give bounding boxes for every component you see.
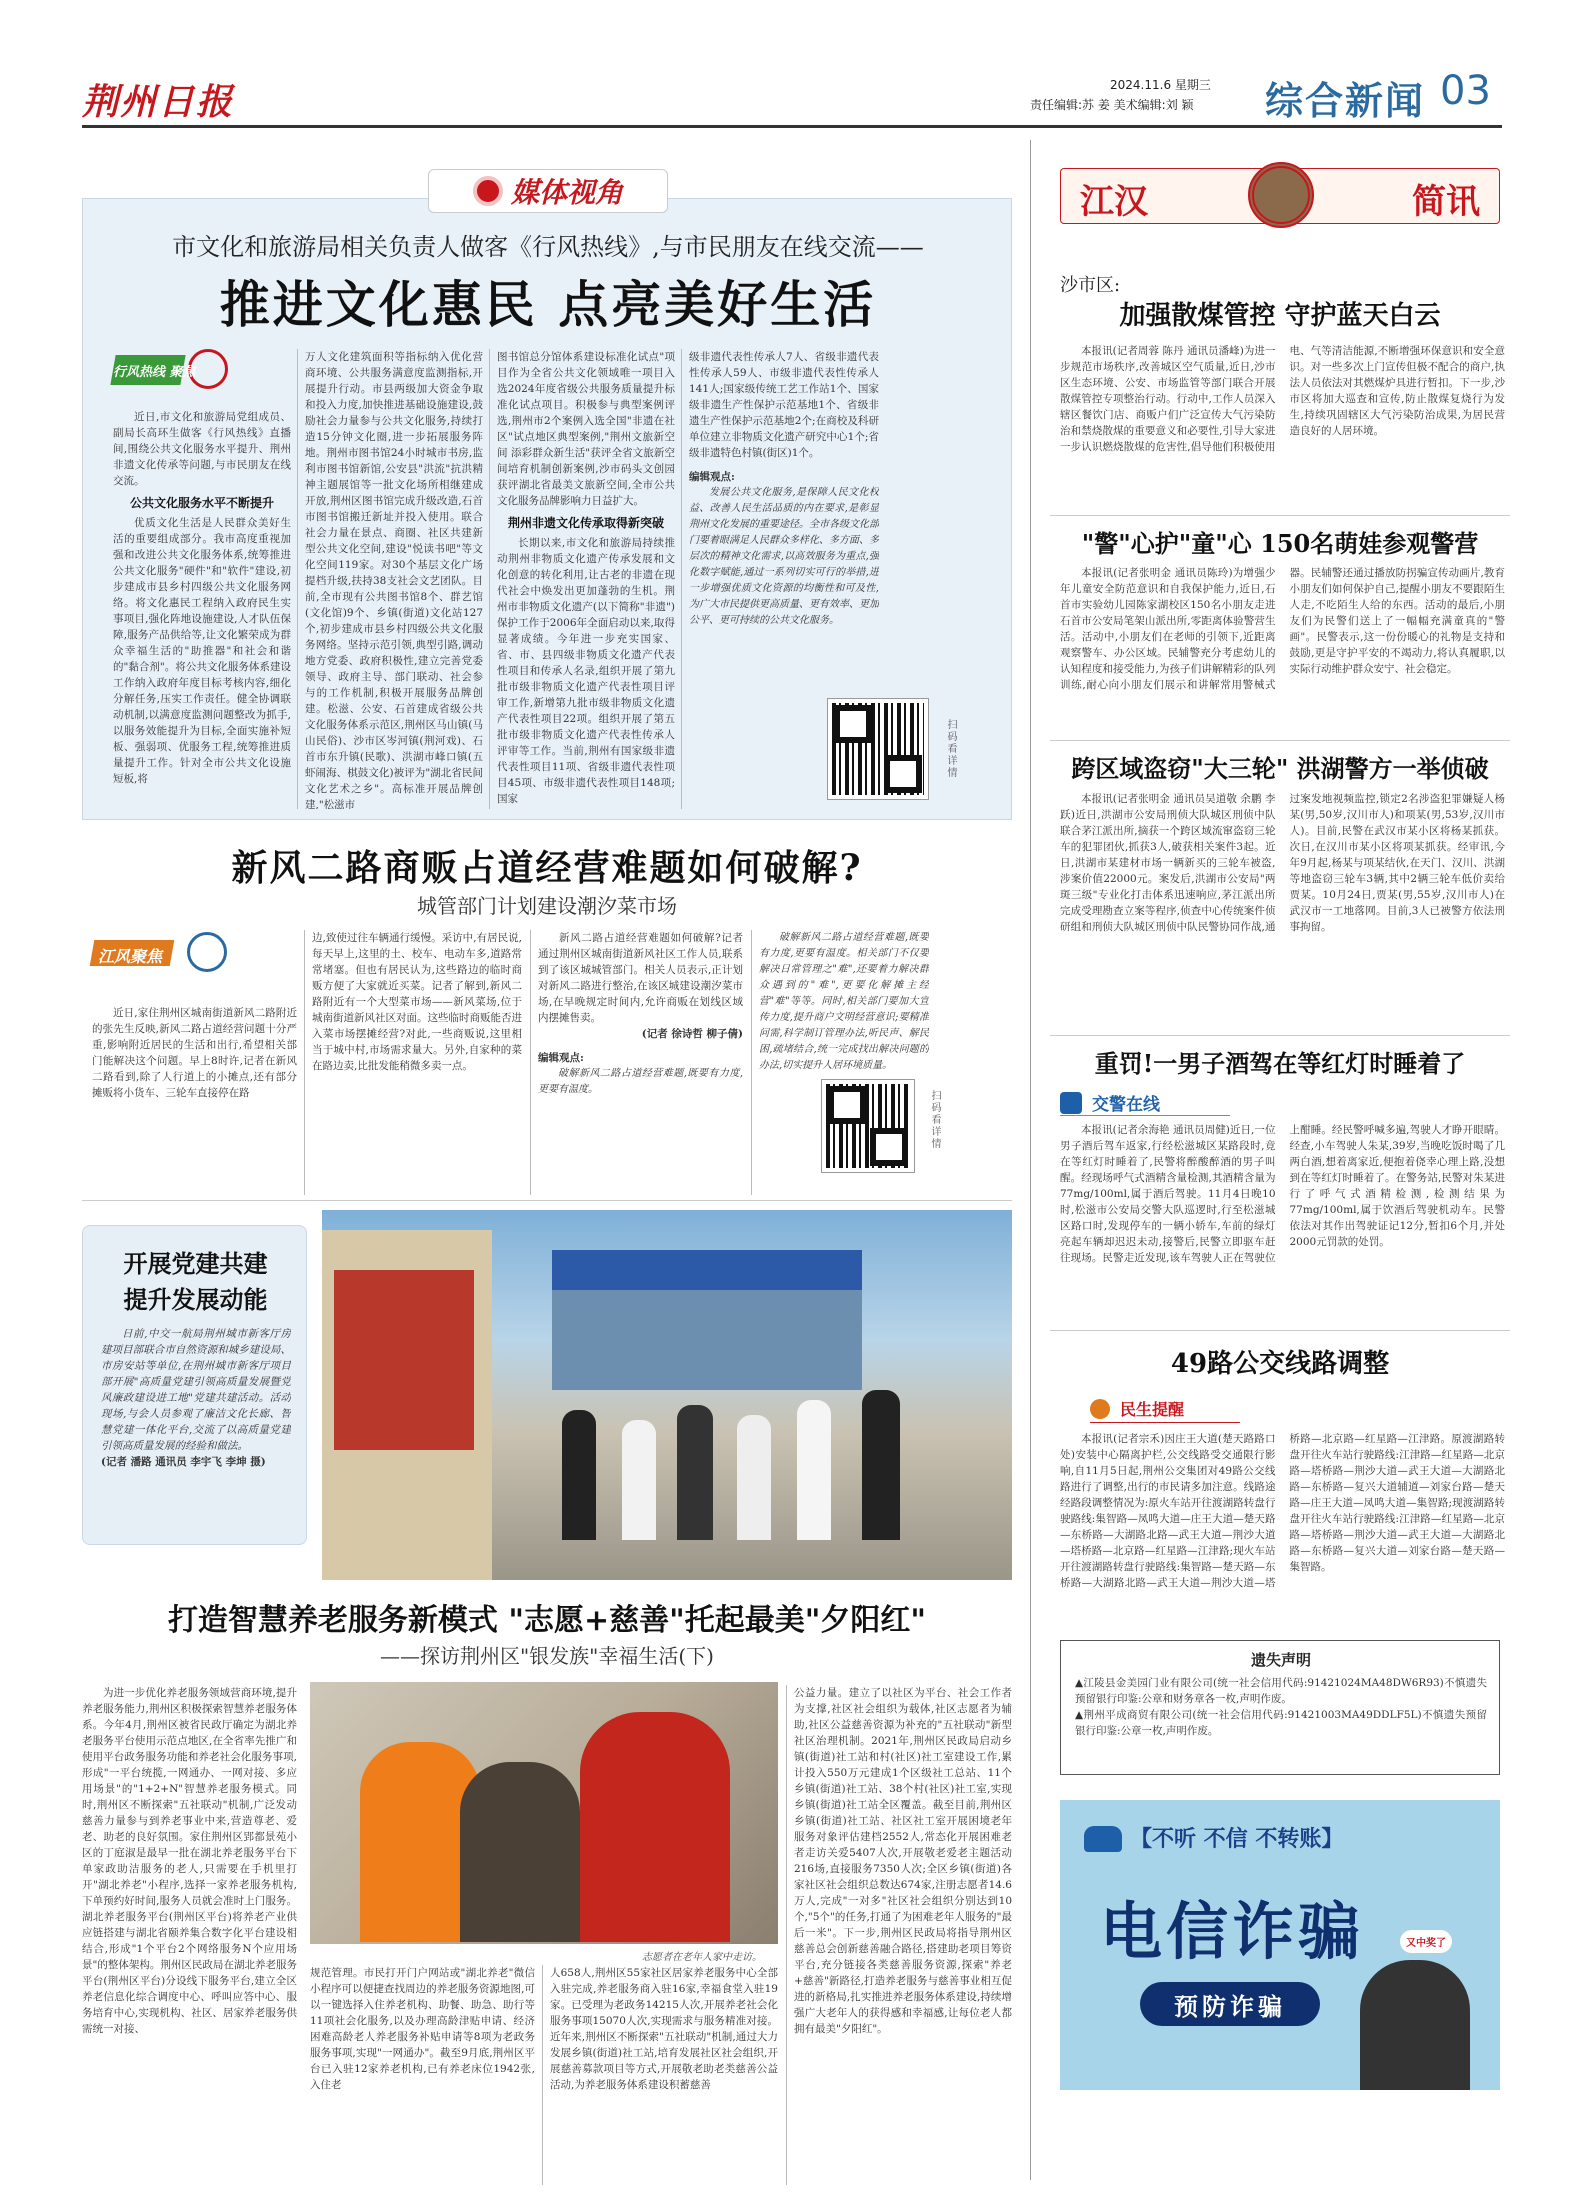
- editors-credit: 责任编辑:苏 姜 美术编辑:刘 颖: [1030, 98, 1194, 112]
- hawker-byline: (记者 徐诗哲 柳子倩): [641, 1028, 743, 1040]
- party-byline: (记者 潘路 通讯员 李宇飞 李坤 摄): [101, 1456, 266, 1468]
- party-photo: [322, 1210, 1012, 1580]
- hawker-story: [82, 830, 1012, 1200]
- elderly-photo-caption: 志愿者在老年人家中走访。: [642, 1952, 762, 1963]
- elderly-subhead: ——探访荆州区"银发族"幸福生活(下): [379, 1644, 714, 1668]
- lost-notice-line-2: ▲荆州平成商贸有限公司(统一社会信用代码:91421003MA49DDLF5L)不慎遗失预留银行印鉴:公章一枚,声明作废。: [1075, 1709, 1487, 1737]
- feature-col3-body2: 长期以来,市文化和旅游局持续推动荆州非物质文化遗产传承发展和文化创意的转化利用,让古老的非遗在现代社会中焕发出更加蓬勃的生机。荆州市非物质文化遗产(以下简称"非遗")保护工作于2006年全面启动以来,取得显著成绩。今年进一步充实国家、省、市、县四级非物质文化遗产代表性项目和传承人名录,组织开展了第九批市级非物质文化遗产代表性项目评审工作,新增第九批市级非物质文化遗产代表性项目22项。组织开展了第五批市级非物质文化遗产代表性传承人评审等工作。当前,荆州有国家级非遗代表性项目11项、省级非遗代表性项目45项、市级非遗代表性项目148项;国家: [497, 537, 675, 805]
- elderly-headline: 打造智慧养老服务新模式 "志愿+慈善"托起最美"夕阳红": [167, 1603, 927, 1638]
- issue-date: 2024.11.6 星期三: [1110, 78, 1211, 92]
- brief-5-tag-label: 民生提醒: [1120, 1400, 1185, 1419]
- feature-subhead-1: 公共文化服务水平不断提升: [129, 496, 274, 510]
- lost-notice-line-1: ▲江陵县金美园门业有限公司(统一社会信用代码:91421024MA48DW6R93)不慎遗失预留银行印鉴:公章和财务章各一枚,声明作废。: [1075, 1677, 1487, 1705]
- hawker-note-a: 破解新风二路占道经营难题,既要有力度,更要有温度。: [538, 1068, 743, 1095]
- feature-col2-body: 万人文化建筑面积等指标纳入优化营商环境、公共服务满意度监测指标,开展提升行动。市县两级加大资金争取和投入力度,加快推进基础设施建设,鼓励社会力量参与公共文化服务,持续打造15分钟文化圈,进一步拓展服务阵地。荆州市图书馆24小时城市书房,监利市图书馆新馆,公安县"洪流"抗洪精神主题展馆等一批文化场所相继建成开放,荆州区图书馆完成升级改造,石首市图书馆搬迁新址并投入使用。联合社会力量在景点、商圈、社区共建新型公共文化空间,建设"悦读书吧"等文化空间119家。对30个基层文化广场提档升级,扶持38支社会文艺团队。目前,全市现有公共图书馆8个、群艺馆(文化馆)9个、乡镇(街道)文化站127个,初步建成市县乡村四级公共文化服务网络。坚持示范引领,典型引路,调动地方党委、政府积极性,建立完善党委领导、政府主导、部门联动、社会参与的工作机制,积极开展服务品牌创建。松滋、公安、石首建成省级公共文化服务体系示范区,荆州区马山镇(马山民俗)、沙市区岑河镇(荆河戏)、石首市东升镇(民歌)、洪湖市峰口镇(五虾闹海、棋鼓文化)被评为"湖北省民间文化艺术之乡"。高标准开展品牌创建,"松滋市: [305, 351, 483, 809]
- feature-scan-label: 扫码看详情: [945, 719, 956, 779]
- lost-notice: [1060, 1640, 1500, 1775]
- elderly-col1-text: 为进一步优化养老服务领域营商环境,提升养老服务能力,荆州区积极探索智慧养老服务体系。今年4月,荆州区被省民政厅确定为湖北养老服务平台使用示范点地区,在全省率先推广和使用平台政务服务功能和养老社会化服务事项,形成"一平台统揽,一网通办、一网对接、多应用场景"的"1+2+N"智慧养老服务模式。同时,荆州区不断探索"五社联动"机制,广泛发动慈善力量参与到养老事业中来,营造尊老、爱老、助老的良好氛围。家住荆州区郢都景苑小区的丁庭淑是最早一批在湖北养老服务平台下单家政助洁服务的老人,只需要在手机里打开"湖北养老"小程序,选择一家养老服务机构,下单预约好时间,服务人员就会准时上门服务。湖北养老服务平台(荆州区平台)将养老产业供应链搭建与湖北省颐养集合数字化平台建设相结合,形成"1个平台2个网络服务N个应用场景"的整体架构。荆州区民政局在湖北养老服务平台(荆州区平台)分设线下服务平台,建立全区养老信息化综合调度中心、呼叫应答中心、服务培育中心,实现机构、社区、居家养老服务供需统一对接、: [82, 1687, 297, 2035]
- elderly-col-4: [794, 1685, 1012, 2185]
- feature-intro: 近日,市文化和旅游局党组成员、副局长高环生做客《行风热线》直播间,围绕公共文化服务水平提升、荆州非遗文化传承等问题,与市民朋友在线交流。: [113, 411, 291, 487]
- brief-4: [1050, 1040, 1510, 1330]
- feature-subhead-2: 荆州非遗文化传承取得新突破: [507, 516, 664, 530]
- hawker-tag: [92, 930, 242, 980]
- section-title: 综合新闻: [1265, 78, 1426, 123]
- brief-2-text: 本报讯(记者张明金 通讯员陈玲)为增强少年儿童安全防范意识和自我保护能力,近日,石首市实验幼儿园陈家湖校区150名小朋友走进石首市公安局笔架山派出所,零距离体验警营生活。活动中,小朋友们在老师的引领下,近距离观察警车、办公区域。民辅警充分考虑幼儿的认知程度和接受能力,为孩子们讲解精彩的队列训练,耐心向小朋友们展示和讲解常用警械式器。民辅警还通过播放防拐骗宣传动画片,教育小朋友们如何保护自己,提醒小朋友不要跟陌生人走,不吃陌生人给的东西。活动的最后,小朋友们为民警们送上了一幅幅充满童真的"警画"。民警表示,这一份份暖心的礼物是支持和鼓励,更是守护平安的不竭动力,将认真履职,以实际行动维护群众安宁、社会稳定。: [1060, 567, 1505, 691]
- brief-4-headline: 重罚!一男子酒驾在等红灯时睡着了: [1094, 1049, 1466, 1078]
- feature-qr-code[interactable]: [828, 699, 928, 799]
- hawker-col3-text: 新风二路占道经营难题如何破解?记者通过荆州区城南街道新风社区工作人员,联系到了该区城城管部门。相关人员表示,正计划对新风二路进行整治,在该区城建设潮汐菜市场,在早晚规定时间内,允许商贩在划线区域内摆摊售卖。: [538, 932, 743, 1024]
- feature-note-title: 编辑观点:: [689, 471, 735, 483]
- banner-right: 简讯: [1412, 182, 1480, 222]
- brief-3-body: [1060, 791, 1505, 1031]
- party-body: [101, 1326, 291, 1536]
- divider-1: [82, 1200, 1012, 1201]
- brief-5-headline: 49路公交线路调整: [1170, 1349, 1390, 1379]
- page-column-divider: [1030, 140, 1031, 2180]
- hawker-col-4: [759, 930, 929, 1070]
- ad-speech-bubble: 又中奖了: [1400, 1930, 1452, 1953]
- ad-bottom-text: 预防诈骗: [1140, 1982, 1320, 2026]
- right-banner: [1050, 160, 1510, 236]
- feature-banner: [428, 169, 668, 213]
- brief-4-tag: [1060, 1090, 1230, 1116]
- feature-kicker: 市文化和旅游局相关负责人做客《行风热线》,与市民朋友在线交流——: [172, 233, 924, 261]
- elderly-col3-text: 人658人,荆州区55家社区居家养老服务中心全部入驻完成,养老服务商入驻16家,幸福食堂入驻19家。已受理为老政务14215人次,开展养老社会化服务事项15070人次,实现需求与服务精准对接。近年来,荆州区不断探索"五社联动"机制,通过大力发展乡镇(街道)社工站,培育发展社区社会组织,开展慈善募款项目等方式,开展敬老助老类慈善公益活动,为养老服务体系建设积蓄慈善: [550, 1967, 778, 2091]
- camera-icon: [473, 176, 503, 206]
- brief-5-body: [1060, 1431, 1505, 1616]
- anti-fraud-ad: [1060, 1800, 1500, 2090]
- ad-top-text: 【不听 不信 不转账】: [1130, 1826, 1344, 1852]
- masthead-rule: [82, 125, 1502, 128]
- brief-2: [1050, 520, 1510, 735]
- newspaper-logo: 荆州日报: [82, 81, 235, 123]
- elderly-col2-text: 规范管理。市民打开门户网站或"湖北养老"微信小程序可以便捷查找周边的养老服务资源地图,可以一键选择入住养老机构、助餐、助急、助行等11项社会化服务,以及办理高龄津贴申请、经济困难高龄老人养老服务补贴申请等8项为老政务服务事项,实现"一网通办"。截至9月底,荆州区平台已入驻12家养老机构,已有养老床位1942张,入住老: [310, 1967, 535, 2091]
- hawker-col2-text: 边,致使过往车辆通行缓慢。采访中,有居民说,每天早上,这里的土、校车、电动车多,道路常常堵塞。但也有居民认为,这些路边的临时商贩方便了大家就近买菜。记者了解到,新风二路附近有一个大型菜市场——新风菜场,位于城南街道新风社区对面。这些临时商贩能否进入菜市场摆摊经营?对此,一些商贩说,这里相当于城中村,市场需求量大。另外,自家种的菜在路边卖,比批发能稍微多卖一点。: [312, 932, 522, 1072]
- party-headline-1: 开展党建共建: [123, 1249, 268, 1278]
- megaphone-icon: [1090, 1399, 1110, 1419]
- elderly-story: [82, 1590, 1012, 2190]
- elderly-col4-text: 公益力量。建立了以社区为平台、社会工作者为支撑,社区社会组织为载体,社区志愿者为辅助,社区公益慈善资源为补充的"五社联动"新型社区治理机制。2021年,荆州区民政局启动乡镇(街道)社工站和村(社区)社工室建设工作,累计投入550万元建成1个区级社工总站、11个乡镇(街道)社工站、38个村(社区)社工室,实现乡镇(街道)社工站全区覆盖。截至目前,荆州区乡镇(街道)社工站、社区社工室开展困境老年服务对象评估建档2552人,常态化开展困难老者走访关爱5407人次,开展敬老爱老主题活动216场,直接服务7350人次;全区乡镇(街道)各家社区社会组织总数达674家,注册志愿者14.6万人,完成"一对多"社区社会组织分别达到10个,"5个"的任务,打通了为困难老年人服务的"最后一米"。下一步,荆州区民政局将指导荆州区慈善总会创新慈善融合路径,搭建助老项目筹资平台,充分链接各类慈善服务资源,探索"养老+慈善"新路径,打造养老服务与慈善事业相互促进的新格局,扎实推进养老服务体系建设,持续增强广大老年人的获得感和幸福感,让每位老人都拥有最美"夕阳红"。: [794, 1687, 1012, 2035]
- feature-col-1: [113, 409, 291, 809]
- brief-1-headline: 加强散煤管控 守护蓝天白云: [1119, 301, 1441, 331]
- brief-2-body: [1060, 565, 1505, 735]
- right-banner-label: [1080, 174, 1480, 223]
- brief-1-text: 本报讯(记者周蓉 陈丹 通讯员潘峰)为进一步规范市场秩序,改善城区空气质量,近日,沙市区生态环境、公安、市场监管等部门联合开展散煤管控专项整治行动。行动中,工作人员深入辖区餐饮门店、商贩户们广泛宣传大气污染防治和禁烧散煤的重要意义和必要性,引导大家进一步认识燃烧散煤的危害性,倡导他们积极使用电、气等清洁能源,不断增强环保意识和安全意识。对一些多次上门宣传但极不配合的商户,执法人员依法对其燃煤炉具进行暂扣。下一步,沙市区将加大巡查和宣传,防止散煤复烧行为发生,持续巩固辖区大气污染防治成果,为居民营造良好的人居环境。: [1060, 345, 1505, 453]
- brief-1-kicker: 沙市区:: [1060, 275, 1121, 296]
- phone-icon: [1084, 1826, 1122, 1852]
- feature-headline: 推进文化惠民 点亮美好生活: [219, 275, 877, 334]
- hawker-tag-label: 江风聚焦: [98, 947, 163, 966]
- feature-banner-label: 媒体视角: [510, 176, 623, 209]
- scammer-figure-icon: [1360, 1960, 1470, 2090]
- hawker-note-body: 破解新风二路占道经营难题,既要有力度,更要有温度。相关部门不仅要解决日常管理之"难",还要着力解决群众遇到的"难",更要化解摊主经营"难"等等。同时,相关部门要加大宣传力度,提升商户文明经营意识;要精准问需,科学制订管理办法,听民声、解民困,疏堵结合,统一完成找出解决问题的办法,切实提升人居环境质量。: [759, 932, 929, 1070]
- elderly-col-2: [310, 1965, 535, 2185]
- brief-4-body: [1060, 1122, 1505, 1327]
- hawker-col-2: [312, 930, 522, 1195]
- brief-4-tag-label: 交警在线: [1092, 1095, 1160, 1115]
- brief-2-headline: "警"心护"童"心 150名萌娃参观警营: [1081, 529, 1479, 558]
- brief-5-text: 本报讯(记者宗禾)因庄王大道(楚天路路口处)安装中心隔离护栏,公交线路受交通限行影响,自11月5日起,荆州公交集团对49路公交线路进行了调整,出行的市民请多加注意。线路途经路段调整情况为:原火车站开往渡湖路转盘行驶路线:集智路—凤鸣大道—庄王大道—楚天路—东桥路—大湖路北路—武王大道—荆沙大道—塔桥路—北京路—红星路—江津路;现火车站开往渡湖路转盘行驶路线:集智路—楚天路—东桥路—大湖路北路—武王大道—荆沙大道—塔桥路—北京路—红星路—江津路。原渡湖路转盘开往火车站行驶路线:江津路—红星路—北京路—塔桥路—荆沙大道—武王大道—大湖路北路—东桥路—复兴大道辅道—刘家台路—楚天路—庄王大道—凤鸣大道—集智路;现渡湖路转盘开往火车站行驶路线:江津路—红星路—北京路—塔桥路—荆沙大道—武王大道—大湖路北路—东桥路—复兴大道—刘家台路—楚天路—集智路。: [1060, 1433, 1505, 1589]
- banner-left: 江汉: [1080, 182, 1148, 222]
- lost-notice-title: 遗失声明: [1250, 1651, 1311, 1669]
- feature-col1-body: 优质文化生活是人民群众美好生活的重要组成部分。我市高度重视加强和改进公共文化服务体系,统筹推进公共文化服务"硬件"和"软件"建设,初步建成市县乡村四级公共文化服务网络。将文化惠民工程纳入政府民生实事项目,强化阵地设施建设,人才队伍保障,服务产品供给等,让文化繁荣成为群众幸福生活的"助推器"和社会和谐的"黏合剂"。将公共文化服务体系建设工作纳入政府年度目标考核内容,细化分解任务,压实工作责任。健全协调联动机制,以满意度监测问题整改为抓手,以服务效能提升为目标,全面实施补短板、强弱项、优服务工程,统筹推进质量提升工作。针对全市公共文化设施短板,将: [113, 517, 291, 785]
- traffic-police-icon: [1060, 1092, 1082, 1114]
- hawker-headline: 新风二路商贩占道经营难题如何破解?: [231, 847, 863, 889]
- feature-tag-label: 行风热线 聚焦: [113, 365, 196, 380]
- hawker-scan-label: 扫码看详情: [929, 1090, 940, 1150]
- masthead: [0, 0, 1583, 130]
- brief-5-tag: [1090, 1395, 1240, 1423]
- brief-3: [1050, 745, 1510, 1035]
- brief-4-text: 本报讯(记者余海艳 通讯员周健)近日,一位男子酒后驾车返家,行经松滋城区某路段时,竟在等红灯时睡着了,民警将醉酸醉酒的男子叫醒。经现场呼气式酒精含量检测,其酒精含量为77mg/100ml,属于酒后驾驶。11月4日晚10时,松滋市公安局交警大队巡逻时,行至松滋城区路口时,发现停车的一辆小轿车,车前的绿灯亮起车辆却迟迟未动,接警后,民警立即驱车赶往现场。民警走近发现,该车驾驶人正在驾驶位上酣睡。经民警呼喊多遍,驾驶人才睁开眼睛。经查,小车驾驶人朱某,39岁,当晚吃饭时喝了几两白酒,想着离家近,便抱着侥幸心理上路,没想到在等红灯时睡着了。在警务站,民警对朱某进行了呼气式酒精检测,检测结果为77mg/100ml,属于饮酒后驾驶机动车。民警依法对其作出驾驶证记12分,暂扣6个月,并处2000元罚款的处罚。: [1060, 1124, 1505, 1264]
- elderly-col-3: [550, 1965, 778, 2185]
- feature-col4-body: 级非遗代表性传承人7人、省级非遗代表性传承人59人、市级非遗代表性传承人141人;国家级传统工艺工作站1个、国家级非遗生产性保护示范基地1个、省级非遗生产性保护示范基地2个;在商校及科研单位建立非物质文化遗产研究中心1个;省级非遗特色村镇(街区)1个。: [689, 351, 879, 459]
- hawker-col-3: [538, 930, 743, 1195]
- brief-3-headline: 跨区域盗窃"大三轮" 洪湖警方一举侦破: [1071, 754, 1489, 783]
- elderly-col-1: [82, 1685, 297, 2185]
- page-number: 03: [1440, 68, 1491, 114]
- brief-1-body: [1060, 343, 1505, 513]
- party-body-text: 日前,中交一航局荆州城市新客厅房建项目部联合市自然资源和城乡建设局、市房安站等单位,在荆州城市新客厅项目部开展"高质量党建引领高质量发展暨党风廉政建设进工地"党建共建活动。活动现场,与会人员参观了廉洁文化长廊、智慧党建一体化平台,交流了以高质量党建引领高质量发展的经验和做法。: [101, 1328, 291, 1452]
- hawker-note-title: 编辑观点:: [538, 1052, 584, 1064]
- hawker-qr-code[interactable]: [822, 1080, 914, 1172]
- hawker-subhead: 城管部门计划建设潮汐菜市场: [417, 894, 677, 918]
- brief-3-text: 本报讯(记者张明金 通讯员吴道敬 余鹏 李跃)近日,洪湖市公安局刑侦大队城区刑侦中队联合茅江派出所,摘获一个跨区域流窜盗窃三轮车的犯罪团伙,抓获3人,破获相关案件3起。近日,洪湖市某建材市场一辆新买的三轮车被盗,涉案价值22000元。案发后,洪湖市公安局"两斑三级"专业化打击体系迅速响应,茅江派出所完成受理勘查立案等程序,侦查中心传统案件侦研组和刑侦大队城区刑侦中队民警协同作战,通过案发地视频监控,锁定2名涉盗犯罪嫌疑人杨某(男,50岁,汉川市人)和项某(男,53岁,汉川市人)。目前,民警在武汉市某小区将杨某抓获。次日,在汉川市某小区将项某抓获。经审讯,今年9月起,杨某与项某结伙,在天门、汉川、洪湖等地盗窃三轮车3辆,其中2辆三轮车低价卖给贾某。10月24日,贾某(男,55岁,汉川市人)在武汉市一工地落网。目前,3人已被警方依法刑事拘留。: [1060, 793, 1505, 933]
- feature-col3-body: 图书馆总分馆体系建设标准化试点"项目作为全省公共文化领域唯一项目入选2024年度省级公共服务质量提升标准化试点项目。积极参与典型案例评选,荆州市2个案例入选全国"非遗在社区"试点地区典型案例,"荆州文旅新空间 添彩群众新生活"获评全省文旅新空间培育机制创新案例,沙市码头文创园获评湖北省最美文旅新空间,全市公共文化服务品牌影响力日益扩大。: [497, 351, 675, 507]
- brief-5: [1050, 1335, 1510, 1620]
- hawker-col-1: [92, 1005, 297, 1195]
- lost-notice-body: [1075, 1675, 1487, 1770]
- elderly-photo: [310, 1682, 778, 1944]
- hawker-col1-text: 近日,家住荆州区城南街道新风二路附近的张先生反映,新风二路占道经营问题十分严重,影响附近居民的生活和出行,希望相关部门能解决这个问题。早上8时许,记者在新风二路看到,除了人行道上的小摊点,还有部分摊贩将小货车、三轮车直接停在路: [92, 1007, 297, 1099]
- feature-note-body: 发展公共文化服务,是保障人民文化权益、改善人民生活品质的内在要求,是彰显荆州文化发展的重要途径。全市各级文化部门要着眼满足人民群众多样化、多方面、多层次的精神文化需求,以高效服务为重点,强化数字赋能,通过一系列切实可行的举措,进一步增强优质文化资源的均衡性和可及性,为广大市民提供更高质量、更有效率、更加公平、更可持续的公共文化服务。: [689, 487, 879, 626]
- brief-1: [1050, 265, 1510, 515]
- feature-panel: [82, 176, 1012, 820]
- feature-col-2: [305, 349, 483, 809]
- party-headline-2: 提升发展动能: [123, 1285, 268, 1314]
- feature-col-3: [497, 349, 675, 809]
- ad-big-text: 电信诈骗: [1100, 1895, 1365, 1968]
- feature-tag: [113, 349, 243, 399]
- party-box: [82, 1225, 307, 1545]
